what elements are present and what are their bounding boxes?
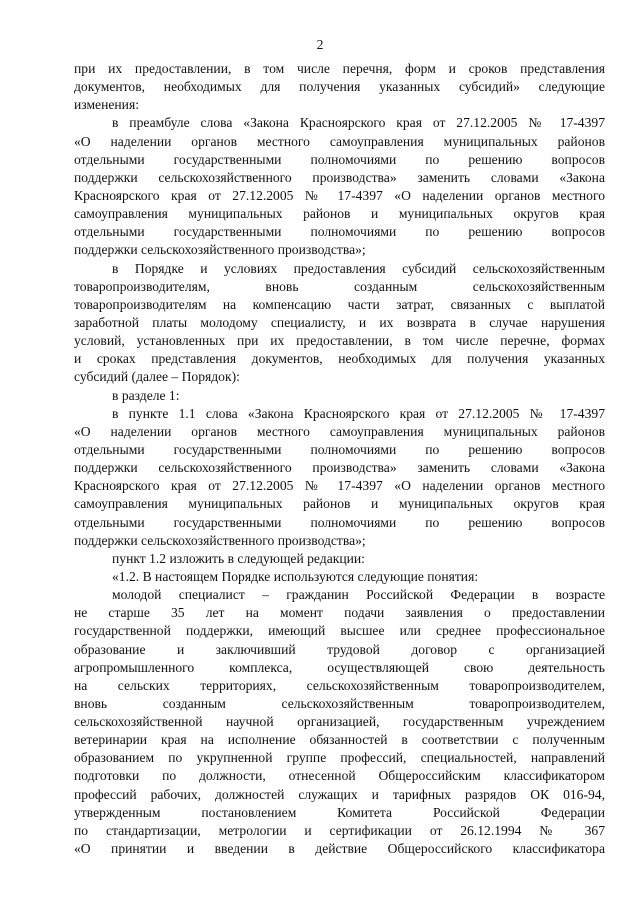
text-line: агропромышленного комплекса, осуществляющей свою деятельность	[74, 659, 605, 675]
text-line: самоуправления муниципальных районов и муниципальных округов края	[74, 496, 605, 512]
text-line: не старше 35 лет на момент подачи заявления о предоставлении	[74, 605, 605, 621]
text-line: Красноярского края от 27.12.2005 № 17-4397 «О наделении органов местного	[74, 187, 605, 203]
text-line: профессий рабочих, должностей служащих и тарифных разрядов ОК 016-94,	[74, 786, 605, 802]
text-line: пункт 1.2 изложить в следующей редакции:	[112, 550, 365, 566]
text-line: поддержки сельскохозяйственного производства»;	[74, 532, 366, 548]
text-line: «О наделении органов местного самоуправления муниципальных районов	[74, 423, 605, 439]
text-line: товаропроизводителям, вновь созданным сельскохозяйственным	[74, 278, 605, 294]
text-line: поддержки сельскохозяйственного производства»;	[74, 242, 366, 258]
text-line: на сельских территориях, сельскохозяйственным товаропроизводителем,	[74, 677, 605, 693]
text-line: утвержденным постановлением Комитета Российской Федерации	[74, 804, 605, 820]
text-line: вновь созданным сельскохозяйственным товаропроизводителем,	[74, 695, 605, 711]
text-line: «О наделении органов местного самоуправления муниципальных районов	[74, 133, 605, 149]
text-line: в Порядке и условиях предоставления субсидий сельскохозяйственным	[112, 260, 605, 276]
text-line: при их предоставлении, в том числе перечня, форм и сроков представления	[74, 61, 605, 76]
text-line: поддержки сельскохозяйственного производства» заменить словами «Закона	[74, 169, 605, 185]
text-line: в преамбуле слова «Закона Красноярского края от 27.12.2005 № 17-4397	[112, 115, 605, 131]
page-number: 2	[316, 37, 324, 52]
text-line: заработной платы молодому специалисту, и их возврата в случае нарушения	[74, 314, 605, 330]
text-line: по стандартизации, метрологии и сертификации от 26.12.1994 № 367	[74, 822, 605, 838]
text-line: подготовки по должности, отнесенной Общероссийским классификатором	[74, 768, 605, 784]
text-line: поддержки сельскохозяйственного производства» заменить словами «Закона	[74, 460, 605, 476]
text-line: товаропроизводителям на компенсацию части затрат, связанных с выплатой	[74, 296, 605, 312]
text-line: молодой специалист – гражданин Российской Федерации в возрасте	[112, 587, 605, 603]
text-line: изменения:	[74, 97, 139, 113]
text-line: в разделе 1:	[112, 387, 180, 403]
text-line: государственной поддержки, имеющий высшее или среднее профессиональное	[74, 623, 605, 639]
text-line: «О принятии и введении в действие Общероссийского классификатора	[74, 841, 605, 857]
text-line: Красноярского края от 27.12.2005 № 17-4397 «О наделении органов местного	[74, 478, 605, 494]
document-body	[74, 60, 605, 858]
text-line: отдельными государственными полномочиями по решению вопросов	[74, 514, 605, 530]
text-line: и сроках представления документов, необходимых для получения указанных	[74, 351, 605, 367]
text-line: субсидий (далее – Порядок):	[74, 369, 240, 385]
text-line: условий, установленных при их предоставлении, в том числе перечне, формах	[74, 333, 605, 349]
text-line: отдельными государственными полномочиями по решению вопросов	[74, 151, 605, 167]
text-line: документов, необходимых для получения указанных субсидий» следующие	[74, 79, 605, 95]
text-line: отдельными государственными полномочиями по решению вопросов	[74, 224, 605, 240]
text-line: «1.2. В настоящем Порядке используются следующие понятия:	[112, 568, 479, 584]
text-line: ветеринарии края на исполнение обязанностей в соответствии с полученным	[74, 732, 605, 748]
text-line: самоуправления муниципальных районов и муниципальных округов края	[74, 206, 605, 222]
text-line: в пункте 1.1 слова «Закона Красноярского края от 27.12.2005 № 17-4397	[112, 405, 605, 421]
text-line: образованием по укрупненной группе профессий, специальностей, направлений	[74, 750, 605, 766]
text-line: сельскохозяйственной научной организацией, государственным учреждением	[74, 714, 605, 730]
text-line: образование и заключивший трудовой договор с организацией	[74, 641, 605, 657]
text-line: отдельными государственными полномочиями по решению вопросов	[74, 441, 605, 457]
